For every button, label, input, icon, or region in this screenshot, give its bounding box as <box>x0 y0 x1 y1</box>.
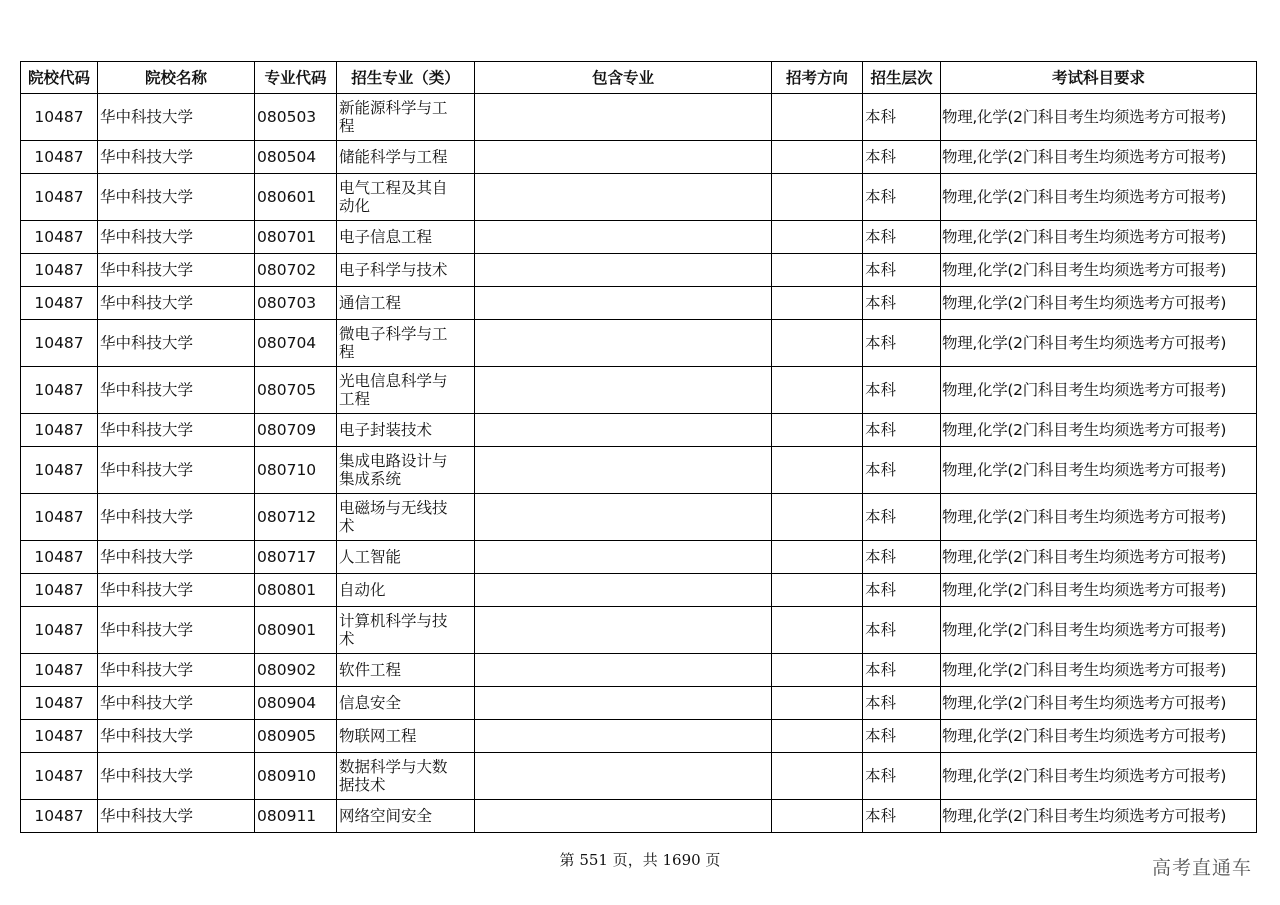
cell-direction <box>772 174 863 221</box>
cell-school-name: 华中科技大学 <box>98 94 255 141</box>
cell-level: 本科 <box>863 221 941 254</box>
cell-direction <box>772 574 863 607</box>
cell-major-code: 080712 <box>255 494 337 541</box>
cell-direction <box>772 221 863 254</box>
cell-direction <box>772 800 863 833</box>
cell-major: 电磁场与无线技术 <box>337 494 475 541</box>
table-row <box>21 94 1257 141</box>
cell-requirement: 物理,化学(2门科目考生均须选考方可报考) <box>941 287 1257 320</box>
cell-direction <box>772 494 863 541</box>
cell-school-name: 华中科技大学 <box>98 574 255 607</box>
cell-major: 网络空间安全 <box>337 800 475 833</box>
table-body <box>21 94 1257 833</box>
cell-requirement: 物理,化学(2门科目考生均须选考方可报考) <box>941 141 1257 174</box>
cell-major-code: 080701 <box>255 221 337 254</box>
cell-requirement: 物理,化学(2门科目考生均须选考方可报考) <box>941 720 1257 753</box>
cell-direction <box>772 320 863 367</box>
cell-level: 本科 <box>863 607 941 654</box>
cell-major-code: 080904 <box>255 687 337 720</box>
watermark-logo-text: 高考直通车 <box>1151 857 1252 879</box>
header-included-majors: 包含专业 <box>475 62 772 94</box>
header-major-code: 专业代码 <box>255 62 337 94</box>
cell-requirement: 物理,化学(2门科目考生均须选考方可报考) <box>941 654 1257 687</box>
cell-level: 本科 <box>863 654 941 687</box>
cell-direction <box>772 447 863 494</box>
cell-level: 本科 <box>863 94 941 141</box>
table-row <box>21 607 1257 654</box>
table-row <box>21 574 1257 607</box>
cell-school-code: 10487 <box>21 687 98 720</box>
cell-major-code: 080717 <box>255 541 337 574</box>
cell-direction <box>772 720 863 753</box>
table-row <box>21 320 1257 367</box>
cell-requirement: 物理,化学(2门科目考生均须选考方可报考) <box>941 541 1257 574</box>
cell-included-majors <box>475 287 772 320</box>
cell-major: 电子科学与技术 <box>337 254 475 287</box>
cell-level: 本科 <box>863 494 941 541</box>
cell-school-name: 华中科技大学 <box>98 414 255 447</box>
cell-included-majors <box>475 367 772 414</box>
cell-school-code: 10487 <box>21 654 98 687</box>
cell-included-majors <box>475 654 772 687</box>
cell-included-majors <box>475 541 772 574</box>
cell-major-code: 080709 <box>255 414 337 447</box>
cell-school-code: 10487 <box>21 574 98 607</box>
cell-included-majors <box>475 141 772 174</box>
cell-included-majors <box>475 414 772 447</box>
table-header <box>21 62 1257 94</box>
cell-major-code: 080601 <box>255 174 337 221</box>
cell-school-name: 华中科技大学 <box>98 367 255 414</box>
header-level: 招生层次 <box>863 62 941 94</box>
cell-school-name: 华中科技大学 <box>98 687 255 720</box>
cell-major-code: 080801 <box>255 574 337 607</box>
cell-requirement: 物理,化学(2门科目考生均须选考方可报考) <box>941 447 1257 494</box>
cell-requirement: 物理,化学(2门科目考生均须选考方可报考) <box>941 94 1257 141</box>
table-row <box>21 174 1257 221</box>
cell-school-code: 10487 <box>21 174 98 221</box>
cell-requirement: 物理,化学(2门科目考生均须选考方可报考) <box>941 367 1257 414</box>
table-row <box>21 414 1257 447</box>
cell-school-code: 10487 <box>21 541 98 574</box>
cell-major: 通信工程 <box>337 287 475 320</box>
table-row <box>21 141 1257 174</box>
cell-major: 微电子科学与工程 <box>337 320 475 367</box>
header-school-name: 院校名称 <box>98 62 255 94</box>
table-row <box>21 287 1257 320</box>
cell-direction <box>772 753 863 800</box>
cell-school-code: 10487 <box>21 800 98 833</box>
cell-direction <box>772 254 863 287</box>
cell-school-code: 10487 <box>21 287 98 320</box>
cell-requirement: 物理,化学(2门科目考生均须选考方可报考) <box>941 753 1257 800</box>
cell-direction <box>772 94 863 141</box>
header-major: 招生专业（类） <box>337 62 475 94</box>
cell-school-name: 华中科技大学 <box>98 607 255 654</box>
cell-major-code: 080504 <box>255 141 337 174</box>
cell-requirement: 物理,化学(2门科目考生均须选考方可报考) <box>941 221 1257 254</box>
cell-major-code: 080902 <box>255 654 337 687</box>
cell-included-majors <box>475 94 772 141</box>
cell-level: 本科 <box>863 800 941 833</box>
cell-school-code: 10487 <box>21 607 98 654</box>
cell-school-name: 华中科技大学 <box>98 141 255 174</box>
cell-major: 计算机科学与技术 <box>337 607 475 654</box>
cell-direction <box>772 141 863 174</box>
cell-school-code: 10487 <box>21 367 98 414</box>
table-row <box>21 541 1257 574</box>
cell-requirement: 物理,化学(2门科目考生均须选考方可报考) <box>941 494 1257 541</box>
cell-major: 物联网工程 <box>337 720 475 753</box>
cell-requirement: 物理,化学(2门科目考生均须选考方可报考) <box>941 687 1257 720</box>
cell-major: 电气工程及其自动化 <box>337 174 475 221</box>
enrollment-table <box>20 61 1257 833</box>
cell-direction <box>772 687 863 720</box>
cell-school-code: 10487 <box>21 221 98 254</box>
cell-school-name: 华中科技大学 <box>98 720 255 753</box>
cell-direction <box>772 367 863 414</box>
cell-included-majors <box>475 320 772 367</box>
cell-school-name: 华中科技大学 <box>98 320 255 367</box>
cell-level: 本科 <box>863 541 941 574</box>
cell-direction <box>772 654 863 687</box>
header-requirement: 考试科目要求 <box>941 62 1257 94</box>
cell-school-code: 10487 <box>21 447 98 494</box>
cell-major: 电子信息工程 <box>337 221 475 254</box>
cell-major-code: 080901 <box>255 607 337 654</box>
cell-included-majors <box>475 574 772 607</box>
cell-level: 本科 <box>863 447 941 494</box>
cell-level: 本科 <box>863 720 941 753</box>
cell-included-majors <box>475 753 772 800</box>
cell-major: 人工智能 <box>337 541 475 574</box>
table-row <box>21 254 1257 287</box>
cell-major: 集成电路设计与集成系统 <box>337 447 475 494</box>
table-row <box>21 367 1257 414</box>
cell-school-code: 10487 <box>21 94 98 141</box>
cell-school-name: 华中科技大学 <box>98 174 255 221</box>
cell-level: 本科 <box>863 320 941 367</box>
cell-school-name: 华中科技大学 <box>98 654 255 687</box>
cell-major: 光电信息科学与工程 <box>337 367 475 414</box>
table-row <box>21 221 1257 254</box>
cell-school-code: 10487 <box>21 720 98 753</box>
table-row <box>21 753 1257 800</box>
cell-requirement: 物理,化学(2门科目考生均须选考方可报考) <box>941 607 1257 654</box>
cell-major-code: 080710 <box>255 447 337 494</box>
cell-requirement: 物理,化学(2门科目考生均须选考方可报考) <box>941 414 1257 447</box>
cell-major-code: 080503 <box>255 94 337 141</box>
cell-school-name: 华中科技大学 <box>98 254 255 287</box>
cell-major-code: 080702 <box>255 254 337 287</box>
cell-direction <box>772 414 863 447</box>
cell-major-code: 080911 <box>255 800 337 833</box>
page-number: 第 551 页，共 1690 页 <box>559 851 721 869</box>
cell-school-code: 10487 <box>21 414 98 447</box>
cell-requirement: 物理,化学(2门科目考生均须选考方可报考) <box>941 174 1257 221</box>
cell-direction <box>772 287 863 320</box>
cell-direction <box>772 607 863 654</box>
table-row <box>21 720 1257 753</box>
cell-school-name: 华中科技大学 <box>98 753 255 800</box>
cell-included-majors <box>475 174 772 221</box>
cell-major: 电子封装技术 <box>337 414 475 447</box>
table-row <box>21 447 1257 494</box>
cell-major-code: 080905 <box>255 720 337 753</box>
cell-school-name: 华中科技大学 <box>98 800 255 833</box>
cell-included-majors <box>475 607 772 654</box>
cell-requirement: 物理,化学(2门科目考生均须选考方可报考) <box>941 574 1257 607</box>
header-direction: 招考方向 <box>772 62 863 94</box>
cell-requirement: 物理,化学(2门科目考生均须选考方可报考) <box>941 254 1257 287</box>
cell-included-majors <box>475 800 772 833</box>
cell-requirement: 物理,化学(2门科目考生均须选考方可报考) <box>941 320 1257 367</box>
cell-school-name: 华中科技大学 <box>98 287 255 320</box>
cell-direction <box>772 541 863 574</box>
cell-school-name: 华中科技大学 <box>98 494 255 541</box>
cell-included-majors <box>475 687 772 720</box>
cell-included-majors <box>475 720 772 753</box>
cell-school-name: 华中科技大学 <box>98 221 255 254</box>
cell-included-majors <box>475 494 772 541</box>
cell-level: 本科 <box>863 287 941 320</box>
table-row <box>21 800 1257 833</box>
cell-major: 自动化 <box>337 574 475 607</box>
cell-major: 新能源科学与工程 <box>337 94 475 141</box>
cell-major-code: 080703 <box>255 287 337 320</box>
cell-school-code: 10487 <box>21 254 98 287</box>
cell-level: 本科 <box>863 574 941 607</box>
cell-included-majors <box>475 254 772 287</box>
cell-school-code: 10487 <box>21 753 98 800</box>
cell-major: 软件工程 <box>337 654 475 687</box>
cell-level: 本科 <box>863 414 941 447</box>
cell-major-code: 080910 <box>255 753 337 800</box>
cell-included-majors <box>475 447 772 494</box>
cell-level: 本科 <box>863 687 941 720</box>
cell-school-name: 华中科技大学 <box>98 447 255 494</box>
cell-included-majors <box>475 221 772 254</box>
header-row <box>21 62 1257 94</box>
cell-level: 本科 <box>863 141 941 174</box>
header-school-code: 院校代码 <box>21 62 98 94</box>
cell-level: 本科 <box>863 367 941 414</box>
table-row <box>21 494 1257 541</box>
table-row <box>21 687 1257 720</box>
cell-major: 信息安全 <box>337 687 475 720</box>
cell-level: 本科 <box>863 174 941 221</box>
cell-level: 本科 <box>863 254 941 287</box>
cell-school-code: 10487 <box>21 141 98 174</box>
cell-level: 本科 <box>863 753 941 800</box>
cell-major: 数据科学与大数据技术 <box>337 753 475 800</box>
cell-school-name: 华中科技大学 <box>98 541 255 574</box>
table-row <box>21 654 1257 687</box>
cell-major: 储能科学与工程 <box>337 141 475 174</box>
cell-school-code: 10487 <box>21 320 98 367</box>
cell-major-code: 080705 <box>255 367 337 414</box>
cell-major-code: 080704 <box>255 320 337 367</box>
cell-requirement: 物理,化学(2门科目考生均须选考方可报考) <box>941 800 1257 833</box>
cell-school-code: 10487 <box>21 494 98 541</box>
